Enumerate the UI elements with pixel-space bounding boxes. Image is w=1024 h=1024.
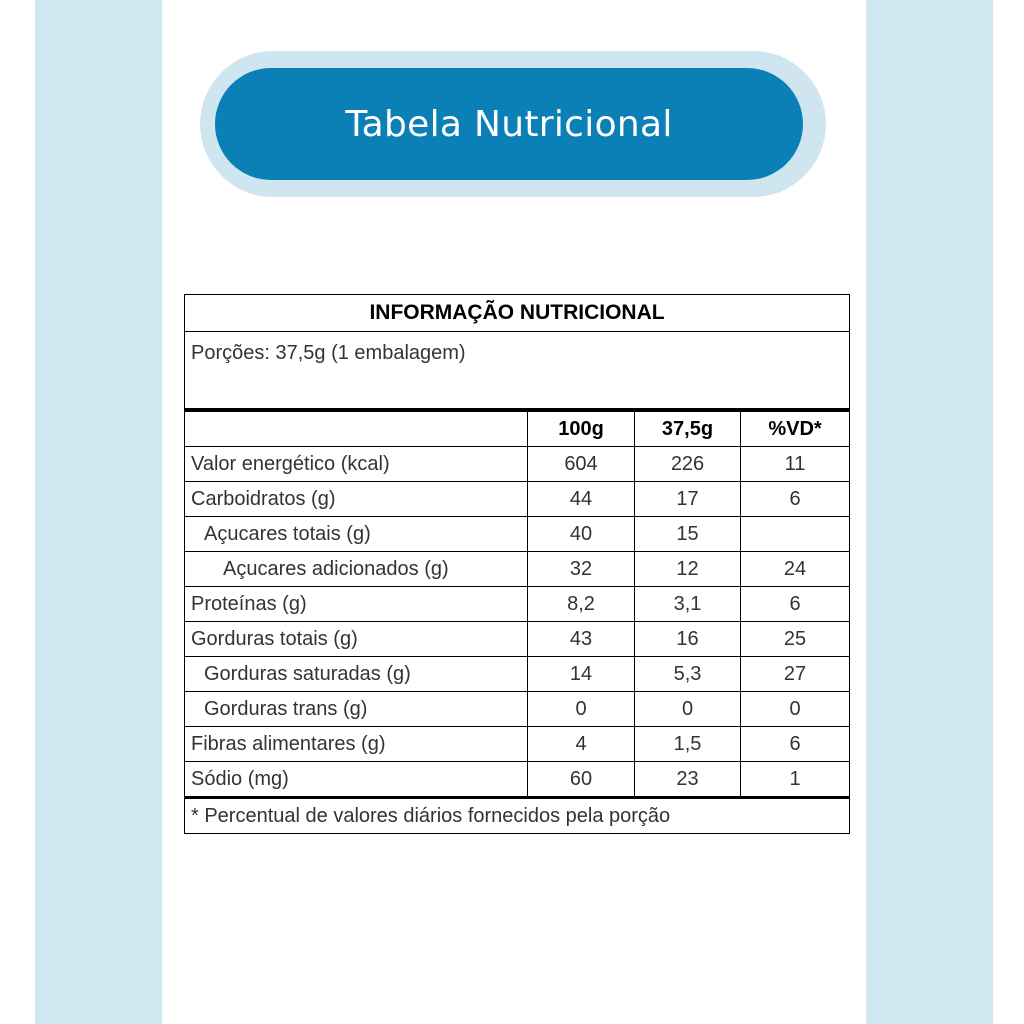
nutrient-label: Açucares adicionados (g) [185, 552, 528, 587]
value-vd: 6 [741, 727, 850, 762]
value-portion: 226 [635, 447, 741, 482]
column-header-row [185, 410, 850, 447]
table-row [185, 587, 850, 622]
value-vd: 27 [741, 657, 850, 692]
value-vd: 25 [741, 622, 850, 657]
nutrient-label: Sódio (mg) [185, 762, 528, 798]
table-row [185, 482, 850, 517]
value-portion: 17 [635, 482, 741, 517]
column-header-100g: 100g [528, 410, 635, 447]
right-decorative-band [866, 0, 993, 1024]
table-row [185, 622, 850, 657]
table-row [185, 517, 850, 552]
title-banner [215, 68, 803, 180]
table-row [185, 692, 850, 727]
value-portion: 0 [635, 692, 741, 727]
nutrient-label: Carboidratos (g) [185, 482, 528, 517]
value-100g: 604 [528, 447, 635, 482]
column-header-portion: 37,5g [635, 410, 741, 447]
value-vd: 0 [741, 692, 850, 727]
nutrient-label: Gorduras trans (g) [185, 692, 528, 727]
value-100g: 60 [528, 762, 635, 798]
value-vd: 1 [741, 762, 850, 798]
value-vd: 6 [741, 482, 850, 517]
nutrient-label: Proteínas (g) [185, 587, 528, 622]
nutrient-label: Fibras alimentares (g) [185, 727, 528, 762]
left-decorative-band [35, 0, 162, 1024]
value-portion: 16 [635, 622, 741, 657]
value-100g: 32 [528, 552, 635, 587]
value-100g: 8,2 [528, 587, 635, 622]
value-vd: 24 [741, 552, 850, 587]
value-portion: 12 [635, 552, 741, 587]
table-row [185, 657, 850, 692]
table-row [185, 762, 850, 798]
value-vd: 6 [741, 587, 850, 622]
value-vd [741, 517, 850, 552]
value-portion: 23 [635, 762, 741, 798]
value-portion: 3,1 [635, 587, 741, 622]
nutrient-label: Gorduras totais (g) [185, 622, 528, 657]
portion-row [185, 332, 850, 411]
value-portion: 15 [635, 517, 741, 552]
table-row [185, 727, 850, 762]
table-row [185, 552, 850, 587]
value-portion: 5,3 [635, 657, 741, 692]
value-100g: 4 [528, 727, 635, 762]
portion-info: Porções: 37,5g (1 embalagem) [185, 332, 850, 411]
column-header-vd: %VD* [741, 410, 850, 447]
table-title: INFORMAÇÃO NUTRICIONAL [185, 295, 850, 332]
nutrient-label: Açucares totais (g) [185, 517, 528, 552]
table-title-row [185, 295, 850, 332]
value-portion: 1,5 [635, 727, 741, 762]
value-vd: 11 [741, 447, 850, 482]
table-row [185, 447, 850, 482]
column-header-label [185, 410, 528, 447]
value-100g: 43 [528, 622, 635, 657]
value-100g: 40 [528, 517, 635, 552]
footnote-row [185, 798, 850, 834]
page-title: Tabela Nutricional [345, 103, 673, 145]
nutrition-table [184, 294, 850, 834]
nutrient-label: Gorduras saturadas (g) [185, 657, 528, 692]
value-100g: 14 [528, 657, 635, 692]
table-footnote: * Percentual de valores diários fornecidos pela porção [185, 798, 850, 834]
value-100g: 44 [528, 482, 635, 517]
nutrient-label: Valor energético (kcal) [185, 447, 528, 482]
value-100g: 0 [528, 692, 635, 727]
